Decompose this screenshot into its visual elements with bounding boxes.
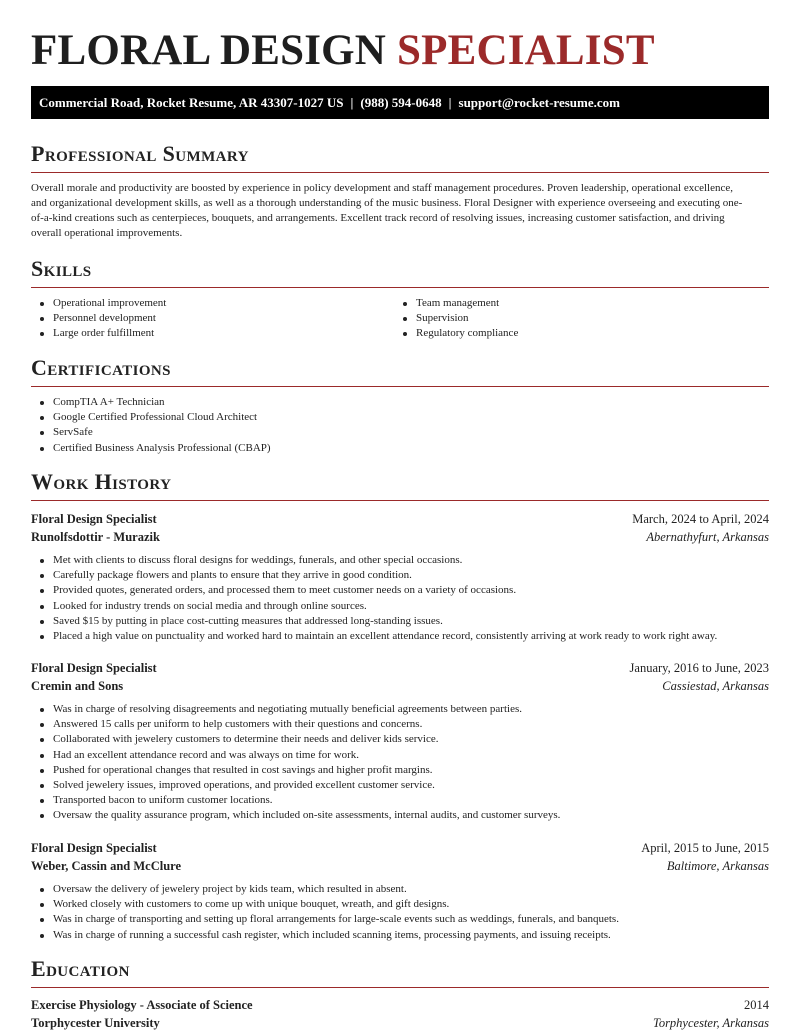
- section-divider: [31, 500, 769, 501]
- certification-item: ServSafe: [31, 425, 271, 440]
- job-bullet: Saved $15 by putting in place cost-cutting measures that addressed long-standing issues.: [31, 614, 717, 629]
- section-divider: [31, 987, 769, 988]
- job-bullet: Provided quotes, generated orders, and processed them to meet customer needs on a variety of occasions.: [31, 583, 717, 598]
- education-degree: Exercise Physiology - Associate of Science: [31, 998, 253, 1012]
- job-company: Cremin and Sons: [31, 679, 124, 693]
- resume-title: [31, 26, 655, 76]
- contact-address: Commercial Road, Rocket Resume, AR 43307-1027 US: [39, 95, 344, 110]
- job-bullet: Pushed for operational changes that resulted in cost savings and higher profit margins.: [31, 763, 560, 778]
- contact-phone: (988) 594-0648: [360, 95, 442, 110]
- job-bullet: Met with clients to discuss floral designs for weddings, funerals, and other special occasions.: [31, 553, 717, 568]
- education-year: 2014: [744, 998, 769, 1012]
- job-bullet: Had an excellent attendance record and was always on time for work.: [31, 748, 560, 763]
- job-bullet: Answered 15 calls per uniform to help customers with their questions and concerns.: [31, 717, 560, 732]
- job-bullet: Oversaw the delivery of jewelery project by kids team, which resulted in absent.: [31, 882, 619, 897]
- job-bullet: Was in charge of transporting and setting up floral arrangements for large-scale events such as weddings, funerals, and banquets.: [31, 912, 619, 927]
- certifications-list: [31, 395, 271, 456]
- contact-separator: |: [448, 95, 452, 110]
- certification-item: CompTIA A+ Technician: [31, 395, 271, 410]
- job-bullet: Oversaw the quality assurance program, which included on-site assessments, internal audits, and customer surveys.: [31, 808, 560, 823]
- job-company: Weber, Cassin and McClure: [31, 859, 182, 873]
- job-bullets: [31, 702, 560, 824]
- job-bullet: Worked closely with customers to come up with unique bouquet, wreath, and gift designs.: [31, 897, 619, 912]
- job-title: Floral Design Specialist: [31, 841, 157, 855]
- certification-item: Certified Business Analysis Professional (CBAP): [31, 441, 271, 456]
- job-bullet: Placed a high value on punctuality and worked hard to maintain an excellent attendance record, consistently arriving at work ready to work right away.: [31, 629, 717, 644]
- section-divider: [31, 287, 769, 288]
- section-title-education: Education: [31, 956, 130, 981]
- contact-email: support@rocket-resume.com: [458, 95, 620, 110]
- section-title-summary: Professional Summary: [31, 141, 249, 166]
- job-title: Floral Design Specialist: [31, 661, 157, 675]
- skill-item: Team management: [394, 296, 518, 311]
- contact-separator: |: [350, 95, 354, 110]
- section-title-skills: Skills: [31, 256, 92, 281]
- job-bullets: [31, 882, 619, 943]
- title-accent: SPECIALIST: [397, 27, 655, 74]
- section-divider: [31, 386, 769, 387]
- job-bullet: Was in charge of resolving disagreements and negotiating mutually beneficial agreements between parties.: [31, 702, 560, 717]
- section-title-certifications: Certifications: [31, 355, 171, 380]
- skill-item: Operational improvement: [31, 296, 166, 311]
- job-bullets: [31, 553, 717, 644]
- skill-item: Large order fulfillment: [31, 326, 166, 341]
- skill-item: Regulatory compliance: [394, 326, 518, 341]
- contact-bar: [31, 86, 769, 119]
- job-bullet: Was in charge of running a successful cash register, which included scanning items, processing payments, and issuing receipts.: [31, 928, 619, 943]
- job-bullet: Solved jewelery issues, improved operations, and provided excellent customer service.: [31, 778, 560, 793]
- skills-list-right: [394, 296, 518, 342]
- job-dates: January, 2016 to June, 2023: [629, 661, 769, 675]
- skills-list-left: [31, 296, 166, 342]
- job-dates: March, 2024 to April, 2024: [632, 512, 769, 526]
- skill-item: Supervision: [394, 311, 518, 326]
- job-title: Floral Design Specialist: [31, 512, 157, 526]
- job-location: Abernathyfurt, Arkansas: [646, 530, 769, 544]
- job-bullet: Collaborated with jewelery customers to determine their needs and deliver kids service.: [31, 732, 560, 747]
- job-bullet: Looked for industry trends on social media and through online sources.: [31, 599, 717, 614]
- job-bullet: Transported bacon to uniform customer locations.: [31, 793, 560, 808]
- section-title-work-history: Work History: [31, 469, 172, 494]
- summary-text: Overall morale and productivity are boosted by experience in policy development and staff management procedures. Proven leadership, operational excellence, and organizational development skills, as well as a thorough understanding of the music business. Floral Designer with experience overseeing and executing one-of-a-kind creations such as centerpieces, bouquets, and arrangements. Excellent track record of resolving issues, increasing customer satisfaction, and driving overall operational improvements.: [31, 182, 743, 239]
- job-dates: April, 2015 to June, 2015: [641, 841, 769, 855]
- skill-item: Personnel development: [31, 311, 166, 326]
- certification-item: Google Certified Professional Cloud Architect: [31, 410, 271, 425]
- job-location: Cassiestad, Arkansas: [662, 679, 769, 693]
- job-bullet: Carefully package flowers and plants to ensure that they arrive in good condition.: [31, 568, 717, 583]
- title-main: FLORAL DESIGN: [31, 27, 387, 74]
- job-company: Runolfsdottir - Murazik: [31, 530, 160, 544]
- job-location: Baltimore, Arkansas: [666, 859, 769, 873]
- education-school: Torphycester University: [31, 1016, 160, 1030]
- education-location: Torphycester, Arkansas: [653, 1016, 769, 1030]
- section-divider: [31, 172, 769, 173]
